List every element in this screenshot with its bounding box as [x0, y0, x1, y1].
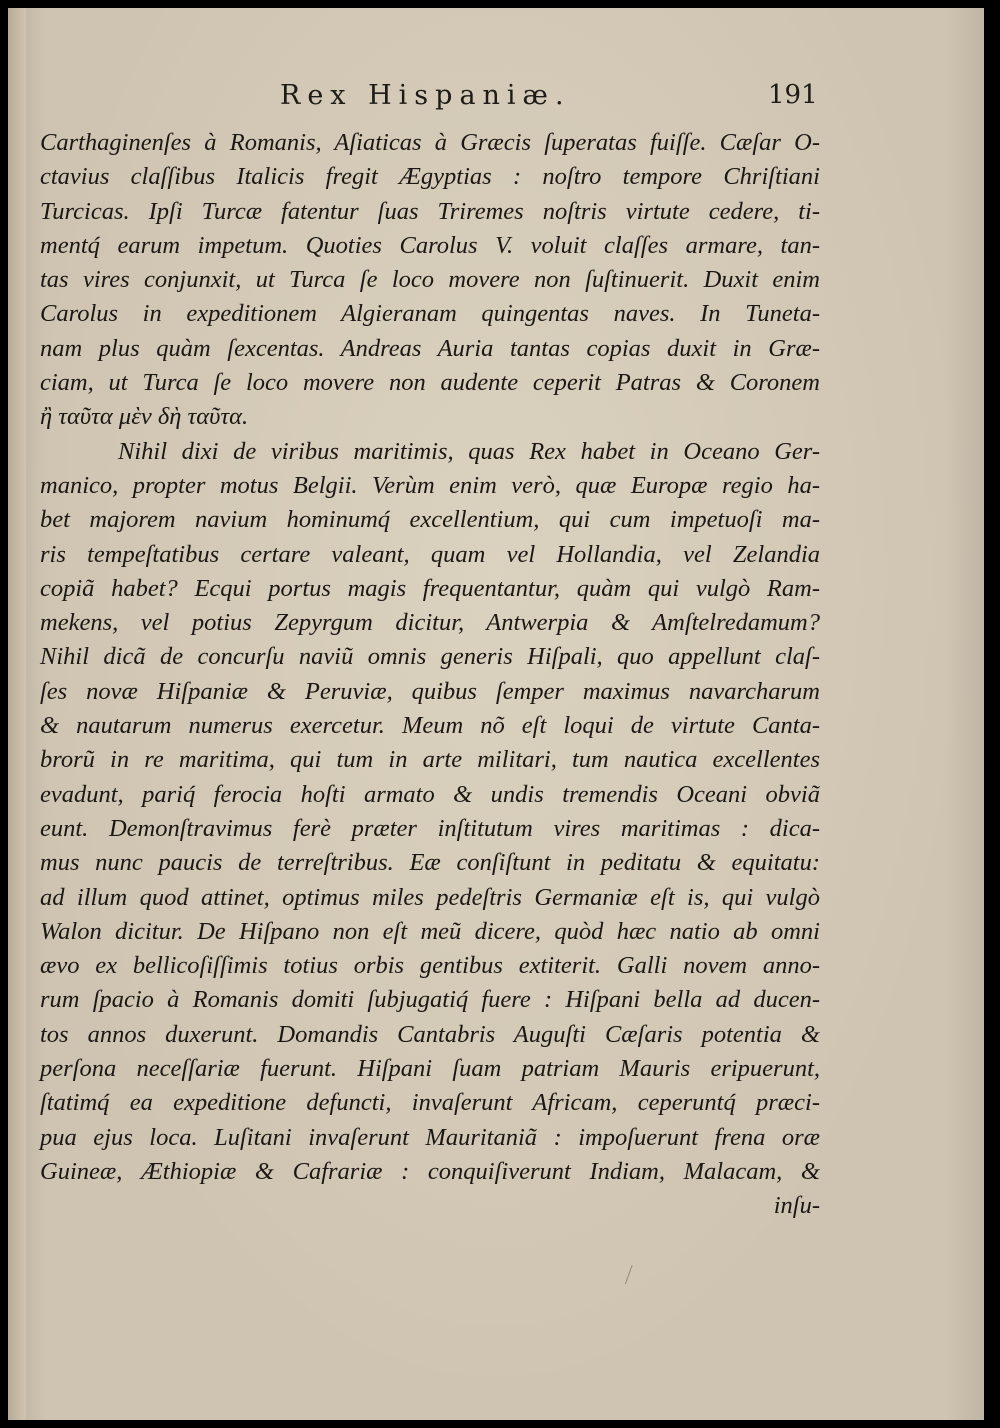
- body-text: [40, 126, 820, 1224]
- text-line: eunt. Demonſtravimus ferè præter inſtitutum vires maritimas : dica-: [40, 814, 820, 842]
- text-line: brorũ in re maritima, qui tum in arte militari, tum nautica excellentes: [40, 746, 820, 774]
- page-header: [40, 80, 840, 124]
- text-line: mus nunc paucis de terreſtribus. Eæ conſiſtunt in peditatu & equitatu:: [40, 849, 820, 877]
- paragraph-start-line: Nihil dixi de viribus maritimis, quas Rex habet in Oceano Ger-: [118, 437, 820, 465]
- page-number: 191: [768, 80, 818, 110]
- text-line: Guineæ, Æthiopiæ & Cafrariæ : conquiſiverunt Indiam, Malacam, &: [40, 1157, 820, 1185]
- text-line: mentq́ earum impetum. Quoties Carolus V. voluit claſſes armare, tan-: [40, 231, 820, 259]
- text-line: ciam, ut Turca ſe loco movere non audente ceperit Patras & Coronem: [40, 369, 820, 397]
- text-line: Turcicas. Ipſi Turcæ fatentur ſuas Triremes noſtris virtute cedere, ti-: [40, 197, 820, 225]
- text-line: ad illum quod attinet, optimus miles pedeſtris Germaniæ eſt is, qui vulgò: [40, 883, 820, 911]
- text-line: ſes novæ Hiſpaniæ & Peruviæ, quibus ſemper maximus navarcharum: [40, 677, 820, 705]
- text-line: rum ſpacio à Romanis domiti ſubjugatiq́ fuere : Hiſpani bella ad ducen-: [40, 986, 820, 1014]
- text-line: nam plus quàm ſexcentas. Andreas Auria tantas copias duxit in Græ-: [40, 334, 820, 362]
- text-line: copiã habet? Ecqui portus magis frequentantur, quàm qui vulgò Ram-: [40, 574, 820, 602]
- text-line: perſona neceſſariæ fuerunt. Hiſpani ſuam patriam Mauris eripuerunt,: [40, 1055, 820, 1083]
- text-line: Walon dicitur. De Hiſpano non eſt meũ dicere, quòd hæc natio ab omni: [40, 917, 820, 945]
- text-line: manico, propter motus Belgii. Verùm enim verò, quæ Europæ regio ha-: [40, 471, 820, 499]
- text-line: ctavius claſſibus Italicis fregit Ægyptias : noſtro tempore Chriſtiani: [40, 163, 820, 191]
- text-line: bet majorem navium hominumq́ excellentium, qui cum impetuoſi ma-: [40, 506, 820, 534]
- text-line: tos annos duxerunt. Domandis Cantabris Auguſti Cæſaris potentia &: [40, 1020, 820, 1048]
- text-line: ris tempeſtatibus certare valeant, quam vel Hollandia, vel Zelandia: [40, 540, 820, 568]
- running-head: Rex Hispaniæ.: [280, 80, 571, 111]
- text-line: Nihil dicã de concurſu naviũ omnis generis Hiſpali, quo appellunt claſ-: [40, 643, 820, 671]
- catchword: inſu-: [773, 1192, 820, 1220]
- text-line: Carthaginenſes à Romanis, Aſiaticas à Græcis ſuperatas fuiſſe. Cæſar O-: [40, 129, 820, 156]
- paper-blemish: [625, 1265, 640, 1287]
- text-line: Carolus in expeditionem Algieranam quingentas naves. In Tuneta-: [40, 300, 820, 328]
- text-line: ſtatimq́ ea expeditione defuncti, invaſerunt Africam, ceperuntq́ præci-: [40, 1089, 820, 1117]
- text-line-greek: ἢ ταῦτα μὲν δὴ ταῦτα.: [40, 403, 249, 431]
- text-line: & nautarum numerus exercetur. Meum nõ eſt loqui de virtute Canta-: [40, 712, 820, 740]
- text-line: tas vires conjunxit, ut Turca ſe loco movere non ſuſtinuerit. Duxit enim: [40, 266, 820, 294]
- text-line: ævo ex bellicoſiſſimis totius orbis gentibus extiterit. Galli novem anno-: [40, 952, 820, 980]
- page-gutter: [8, 8, 26, 1420]
- text-line: pua ejus loca. Luſitani invaſerunt Mauritaniã : impoſuerunt frena oræ: [40, 1123, 820, 1151]
- text-line: evadunt, pariq́ ferocia hoſti armato & undis tremendis Oceani obviã: [40, 780, 820, 808]
- book-page: [8, 8, 984, 1420]
- text-line: mekens, vel potius Zepyrgum dicitur, Antwerpia & Amſtelredamum?: [40, 609, 820, 637]
